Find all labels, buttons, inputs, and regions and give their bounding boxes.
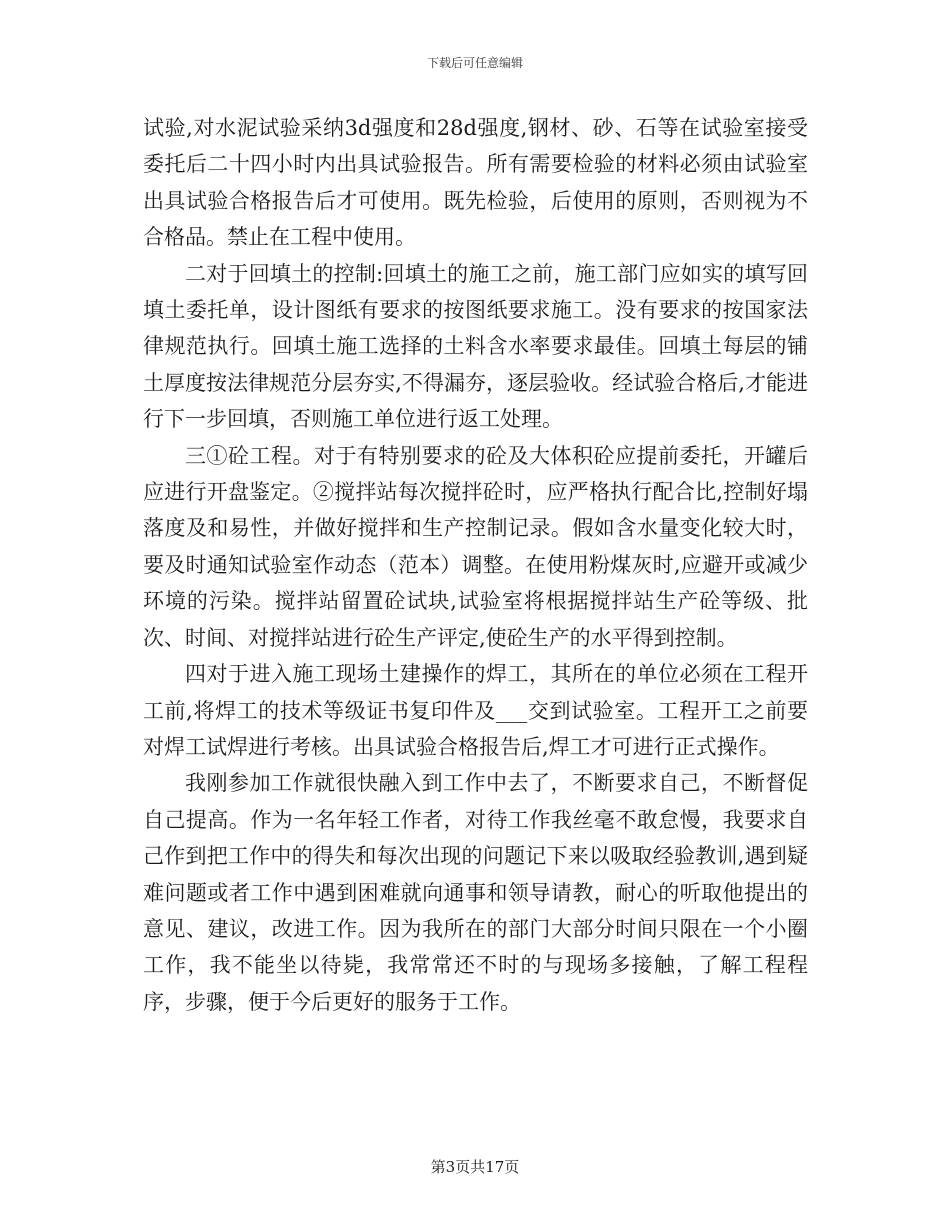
paragraph-concrete-works: 三①砼工程。对于有特别要求的砼及大体积砼应提前委托，开罐后应进行开盘鉴定。②搅拌站每次搅拌砼时，应严格执行配合比,控制好塌落度及和易性，并做好搅拌和生产控制记录。假如含水量变化较大时，要及时通知试验室作动态（范本）调整。在使用粉煤灰时,应避开或减少环境的污染。搅拌站留置砼试块,试验室将根据搅拌站生产砼等级、批次、时间、对搅拌站进行砼生产评定,使砼生产的水平得到控制。 (143, 443, 808, 650)
document-body (143, 110, 808, 1020)
page-header-note: 下载后可任意编辑 (426, 56, 523, 70)
paragraph-backfill-control: 二对于回填土的控制:回填土的施工之前，施工部门应如实的填写回填土委托单，设计图纸有要求的按图纸要求施工。没有要求的按国家法律规范执行。回填土施工选择的土料含水率要求最佳。回填土每层的铺土厚度按法律规范分层夯实,不得漏夯，逐层验收。经试验合格后,才能进行下一步回填，否则施工单位进行返工处理。 (143, 261, 808, 432)
page-number: 第3页共17页 (430, 1158, 520, 1176)
paragraph-welder-qualification: 四对于进入施工现场土建操作的焊工，其所在的单位必须在工程开工前,将焊工的技术等级证书复印件及___交到试验室。工程开工之前要对焊工试焊进行考核。出具试验合格报告后,焊工才可进行正式操作。 (143, 662, 808, 759)
paragraph-materials-testing: 试验,对水泥试验采纳3d强度和28d强度,钢材、砂、石等在试验室接受委托后二十四小时内出具试验报告。所有需要检验的材料必须由试验室出具试验合格报告后才可使用。既先检验，后使用的原则，否则视为不合格品。禁止在工程中使用。 (143, 116, 808, 250)
paragraph-personal-reflection: 我刚参加工作就很快融入到工作中去了，不断要求自己，不断督促自己提高。作为一名年轻工作者，对待工作我丝毫不敢怠慢，我要求自己作到把工作中的得失和每次出现的问题记下来以吸取经验教训,遇到疑难问题或者工作中遇到困难就向通事和领导请教，耐心的听取他提出的意见、建议，改进工作。因为我所在的部门大部分时间只限在一个小圈工作，我不能坐以待毙，我常常还不时的与现场多接触，了解工程程序，步骤，便于今后更好的服务于工作。 (143, 771, 808, 1014)
